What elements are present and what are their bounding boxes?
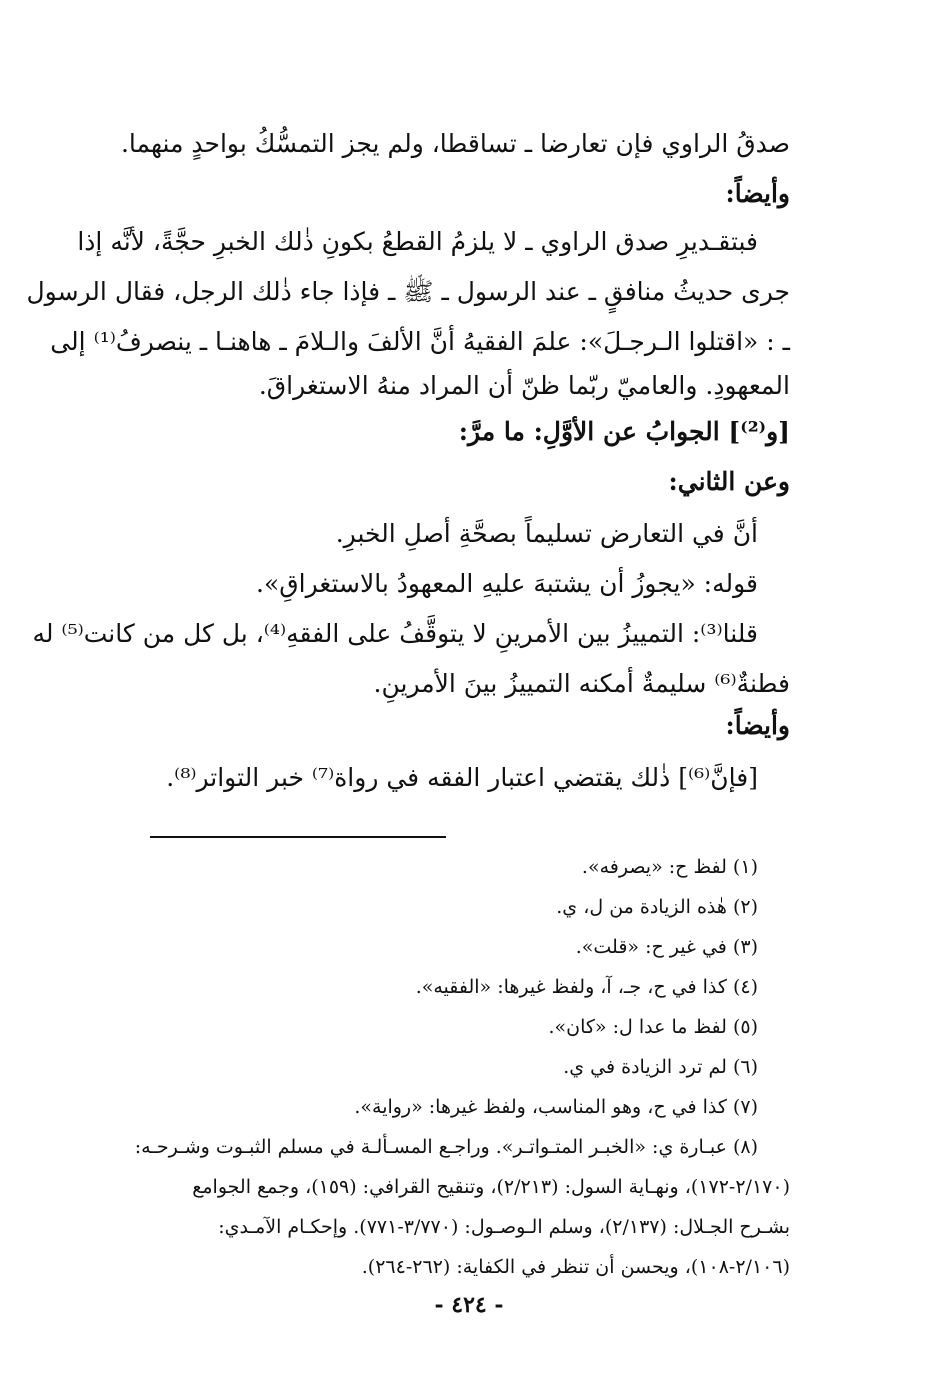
footnote-8-line-1: (٨) عبـارة ي: «الخبـر المتـواتـر». وراجـع المسـألـة في مسلم الثبـوت وشـرحـه: (134, 1136, 758, 1158)
footnote-8-line-3: بشـرح الجـلال: (٢/١٣٧)، وسلم الـوصـول: (٣/٧٧٠-٧٧١). وإحكـام الآمـدي: (218, 1216, 790, 1238)
body-line-14: [فإنَّ⁽⁶⁾] ذٰلك يقتضي اعتبار الفقه في رواة⁽⁷⁾ خبر التواتر⁽⁸⁾. (166, 763, 758, 792)
footnote-3: (٣) في غير ح: «قلت». (575, 936, 758, 958)
body-line-5: ـ : «اقتلوا الـرجـلَ»: علمَ الفقيهُ أنَّ الألفَ والـلامَ ـ هاهنـا ـ ينصرفُ⁽¹⁾ إلى (50, 327, 790, 356)
body-line-4: جرى حديثُ منافقٍ ـ عند الرسول ـ ﷺ ـ فإذا جاء ذٰلك الرجل، فقال الرسول (26, 277, 790, 306)
footnote-divider (150, 836, 446, 838)
footnote-6: (٦) لم ترد الزيادة في ي. (563, 1056, 758, 1078)
page-number: - ٤٢٤ - (434, 1292, 504, 1318)
footnote-4: (٤) كذا في ح، جـ، آ، ولفظ غيرها: «الفقيه». (415, 976, 758, 998)
body-line-9: أنَّ في التعارض تسليماً بصحَّةِ أصلِ الخبرِ. (335, 519, 758, 548)
section-heading-also-2: وأيضاً: (725, 711, 790, 740)
answer-heading: [و⁽²⁾] الجوابُ عن الأوَّلِ: ما مرَّ: (458, 417, 790, 446)
second-answer-heading: وعن الثاني: (668, 467, 790, 496)
footnote-8-line-4: (٢/١٠٦-١٠٨)، ويحسن أن تنظر في الكفاية: (٢٦٢-٢٦٤). (361, 1256, 790, 1278)
footnote-2: (٢) هٰذه الزيادة من ل، ي. (556, 896, 758, 918)
section-heading-also-1: وأيضاً: (725, 179, 790, 208)
body-line-1: صدقُ الراوي فإن تعارضا ـ تساقطا، ولم يجز التمسُّكُ بواحدٍ منهما. (120, 129, 790, 158)
body-line-3: فبتقـديرِ صدق الراوي ـ لا يلزمُ القطعُ بكونِ ذٰلك الخبرِ حجَّةً، لأنَّه إذا (77, 227, 758, 256)
footnote-1: (١) لفظ ح: «يصرفه». (581, 856, 758, 878)
footnote-5: (٥) لفظ ما عدا ل: «كان». (548, 1016, 758, 1038)
footnote-7: (٧) كذا في ح، وهو المناسب، ولفظ غيرها: «رواية». (354, 1096, 758, 1118)
body-line-11: قلنا⁽³⁾: التمييزُ بين الأمرينِ لا يتوقَّفُ على الفقهِ⁽⁴⁾، بل كل من كانت⁽⁵⁾ له (32, 619, 758, 648)
body-line-10: قوله: «يجوزُ أن يشتبهَ عليهِ المعهودُ بالاستغراقِ». (256, 569, 758, 598)
body-line-12: فطنةٌ⁽⁶⁾ سليمةٌ أمكنه التمييزُ بينَ الأمرينِ. (373, 669, 790, 698)
body-line-6: المعهودِ. والعاميّ ربّما ظنّ أن المراد منهُ الاستغراقَ. (258, 371, 790, 400)
footnote-8-line-2: (٢/١٧٠-١٧٢)، ونهـاية السول: (٢/٢١٣)، وتنقيح القرافي: (١٥٩)، وجمع الجوامع (192, 1176, 790, 1198)
